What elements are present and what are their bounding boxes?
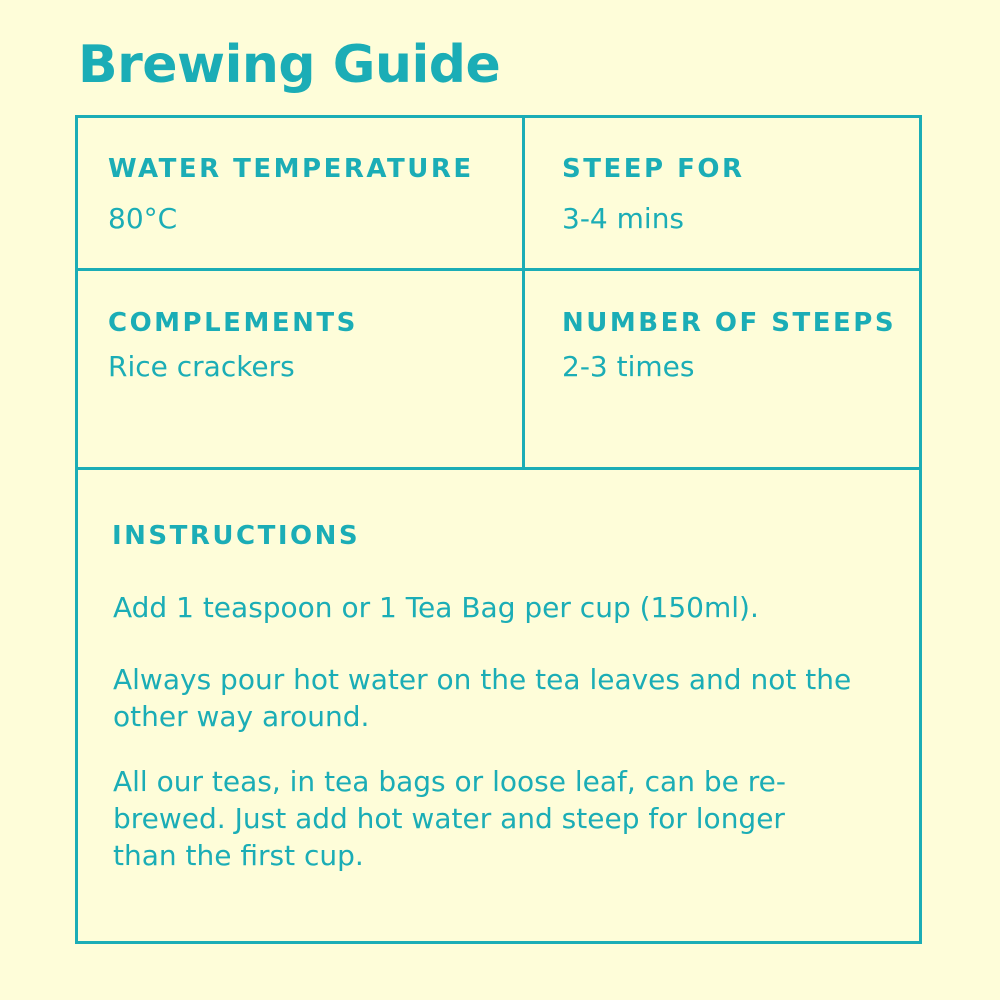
complements-value: Rice crackers — [108, 350, 295, 383]
row-divider — [78, 268, 919, 271]
number-of-steeps-value: 2-3 times — [562, 350, 695, 383]
row-divider — [78, 467, 919, 470]
instruction-paragraph: All our teas, in tea bags or loose leaf, can be re-brewed. Just add hot water and steep for longer than the first cup. — [113, 765, 786, 872]
instruction-paragraph: Always pour hot water on the tea leaves and not the other way around. — [113, 663, 852, 733]
instructions-heading: INSTRUCTIONS — [112, 521, 361, 551]
page-title: Brewing Guide — [78, 35, 501, 95]
number-of-steeps-label: NUMBER OF STEEPS — [562, 308, 897, 338]
water-temperature-value: 80°C — [108, 202, 178, 235]
steep-for-value: 3-4 mins — [562, 202, 685, 235]
steep-for-label: STEEP FOR — [562, 154, 745, 184]
column-divider — [522, 118, 525, 468]
water-temperature-label: WATER TEMPERATURE — [108, 154, 474, 184]
complements-label: COMPLEMENTS — [108, 308, 358, 338]
instruction-paragraph: Add 1 teaspoon or 1 Tea Bag per cup (150ml). — [113, 591, 759, 624]
